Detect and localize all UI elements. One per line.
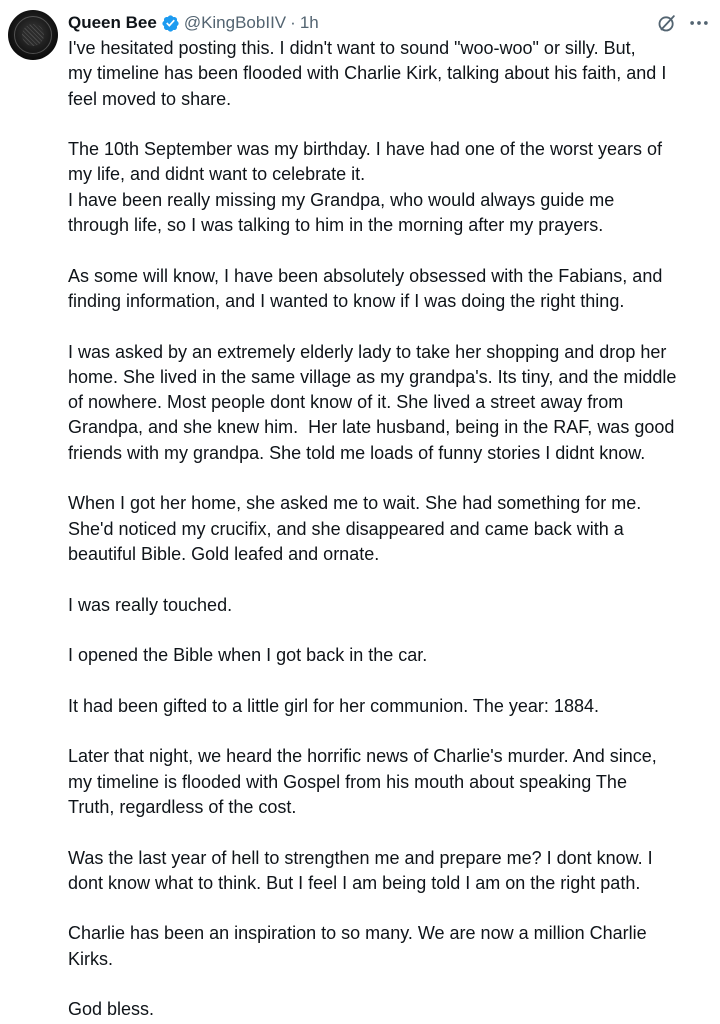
user-handle[interactable]: @KingBobIIV xyxy=(183,13,287,32)
tweet-paragraph: Later that night, we heard the horrific news of Charlie's murder. And since, my timeline is flooded with Gospel from his mouth about speaking The Truth, regardless of the cost. xyxy=(68,746,657,817)
display-name[interactable]: Queen Bee xyxy=(68,13,157,32)
tweet-paragraph: I was asked by an extremely elderly lady to take her shopping and drop her home. She lived in the same village as my grandpa's. Its tiny, and the middle of nowhere. Most people dont know of it. She lived a street away from Grandpa, and she knew him. Her late husband, being in the RAF, was good friends with my grandpa. She told me loads of funny stories I didnt know. xyxy=(68,341,677,463)
more-icon[interactable] xyxy=(688,12,710,34)
tweet-paragraph: God bless. xyxy=(68,999,155,1020)
tweet-body xyxy=(68,36,708,1023)
separator-dot: · xyxy=(290,13,296,32)
tweet-paragraph: As some will know, I have been absolutely obsessed with the Fabians, and finding information, and I wanted to know if I was doing the right thing. xyxy=(68,265,663,311)
timestamp[interactable]: 1h xyxy=(299,13,319,32)
tweet-paragraph: Charlie has been an inspiration to so many. We are now a million Charlie Kirks. xyxy=(68,923,647,969)
tweet-paragraph: I've hesitated posting this. I didn't want to sound "woo-woo" or silly. But, my timeline has been flooded with Charlie Kirk, talking about his faith, and I feel moved to share. xyxy=(68,38,667,109)
tweet-actions xyxy=(656,12,710,34)
tweet-paragraph: I was really touched. xyxy=(68,594,233,615)
tweet-header xyxy=(68,10,319,36)
verified-badge-icon[interactable] xyxy=(161,14,180,33)
tweet-paragraph: The 10th September was my birthday. I have had one of the worst years of my life, and didnt want to celebrate it. I have been really missing my Grandpa, who would always guide me through life, so I was talking to him in the morning after my prayers. xyxy=(68,139,662,236)
tweet-paragraph: I opened the Bible when I got back in the car. xyxy=(68,645,428,666)
tweet-paragraph: It had been gifted to a little girl for her communion. The year: 1884. xyxy=(68,695,599,716)
tweet-paragraph: When I got her home, she asked me to wait. She had something for me. She'd noticed my crucifix, and she disappeared and came back with a beautiful Bible. Gold leafed and ornate. xyxy=(68,493,642,564)
grok-icon[interactable] xyxy=(656,12,678,34)
tweet-paragraph: Was the last year of hell to strengthen me and prepare me? I dont know. I dont know what to think. But I feel I am being told I am on the right path. xyxy=(68,847,653,893)
avatar-inner xyxy=(22,24,44,46)
profile-avatar[interactable] xyxy=(8,10,58,60)
